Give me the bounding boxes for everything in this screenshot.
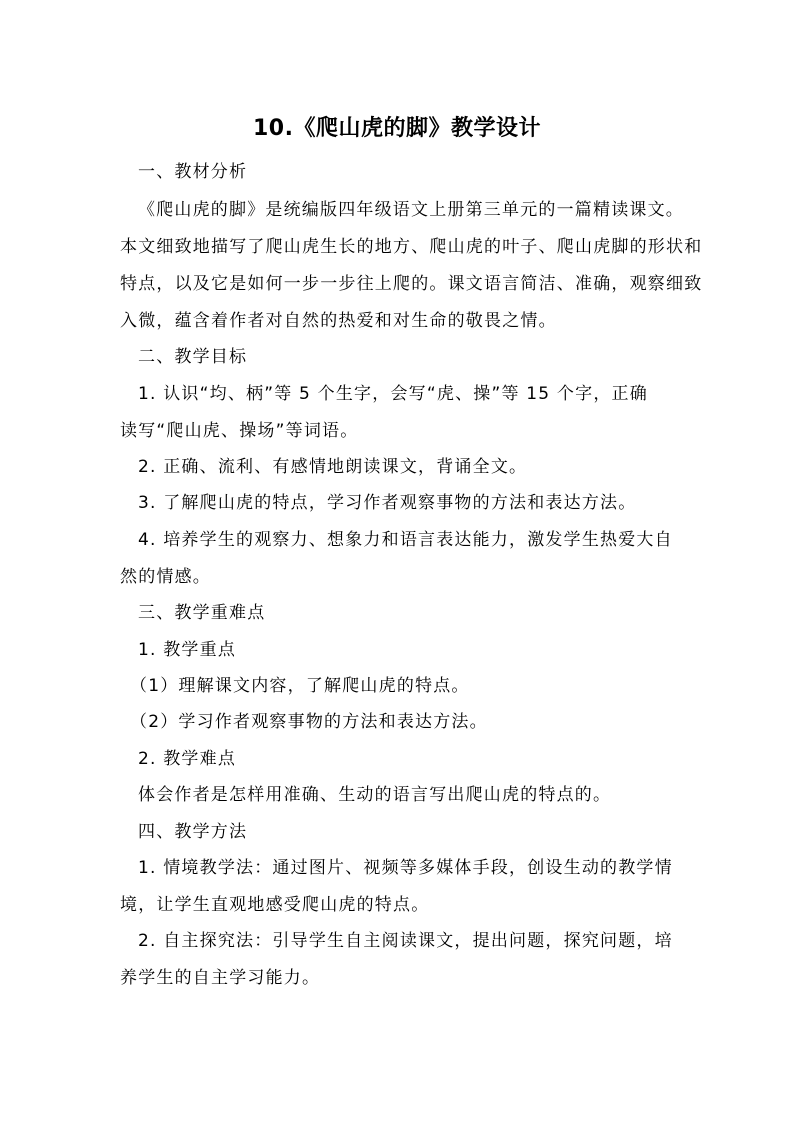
section-heading-methods: 四、教学方法 [138, 822, 248, 842]
subheading: 2. 教学难点 [138, 749, 237, 769]
paragraph-line: 《爬山虎的脚》是统编版四年级语文上册第三单元的一篇精读课文。 [138, 200, 684, 220]
paragraph-line: 本文细致地描写了爬山虎生长的地方、爬山虎的叶子、爬山虎脚的形状和 [120, 237, 703, 257]
list-item-line: 境，让学生直观地感受爬山虎的特点。 [120, 895, 430, 915]
list-item-line: 然的情感。 [120, 567, 211, 587]
paragraph-line: 体会作者是怎样用准确、生动的语言写出爬山虎的特点的。 [138, 785, 612, 805]
list-item-line: （2）学习作者观察事物的方法和表达方法。 [130, 712, 488, 732]
list-item-line: 4. 培养学生的观察力、想象力和语言表达能力，激发学生热爱大自 [138, 530, 673, 550]
section-heading-objectives: 二、教学目标 [138, 347, 248, 367]
list-item-line: 养学生的自主学习能力。 [120, 968, 321, 988]
list-item-line: 2. 自主探究法：引导学生自主阅读课文，提出问题，探究问题，培 [138, 931, 673, 951]
section-heading-key-points: 三、教学重难点 [138, 603, 266, 623]
document-title: 10.《爬山虎的脚》教学设计 [253, 116, 541, 141]
list-item-line: 2. 正确、流利、有感情地朗读课文，背诵全文。 [138, 457, 528, 477]
list-item-line: （1）理解课文内容，了解爬山虎的特点。 [130, 676, 470, 696]
list-item-line: 3. 了解爬山虎的特点，学习作者观察事物的方法和表达方法。 [138, 493, 637, 513]
subheading: 1. 教学重点 [138, 640, 237, 660]
paragraph-line: 特点，以及它是如何一步一步往上爬的。课文语言简洁、准确，观察细致 [120, 274, 703, 294]
section-heading-analysis: 一、教材分析 [138, 162, 248, 182]
paragraph-line: 入微，蕴含着作者对自然的热爱和对生命的敬畏之情。 [120, 311, 557, 331]
list-item-line: 1. 情境教学法：通过图片、视频等多媒体手段，创设生动的教学情 [138, 858, 673, 878]
list-item-line: 1. 认识“均、柄”等 5 个生字，会写“虎、操”等 15 个字，正确 [138, 384, 648, 404]
list-item-line: 读写“爬山虎、操场”等词语。 [120, 421, 359, 441]
